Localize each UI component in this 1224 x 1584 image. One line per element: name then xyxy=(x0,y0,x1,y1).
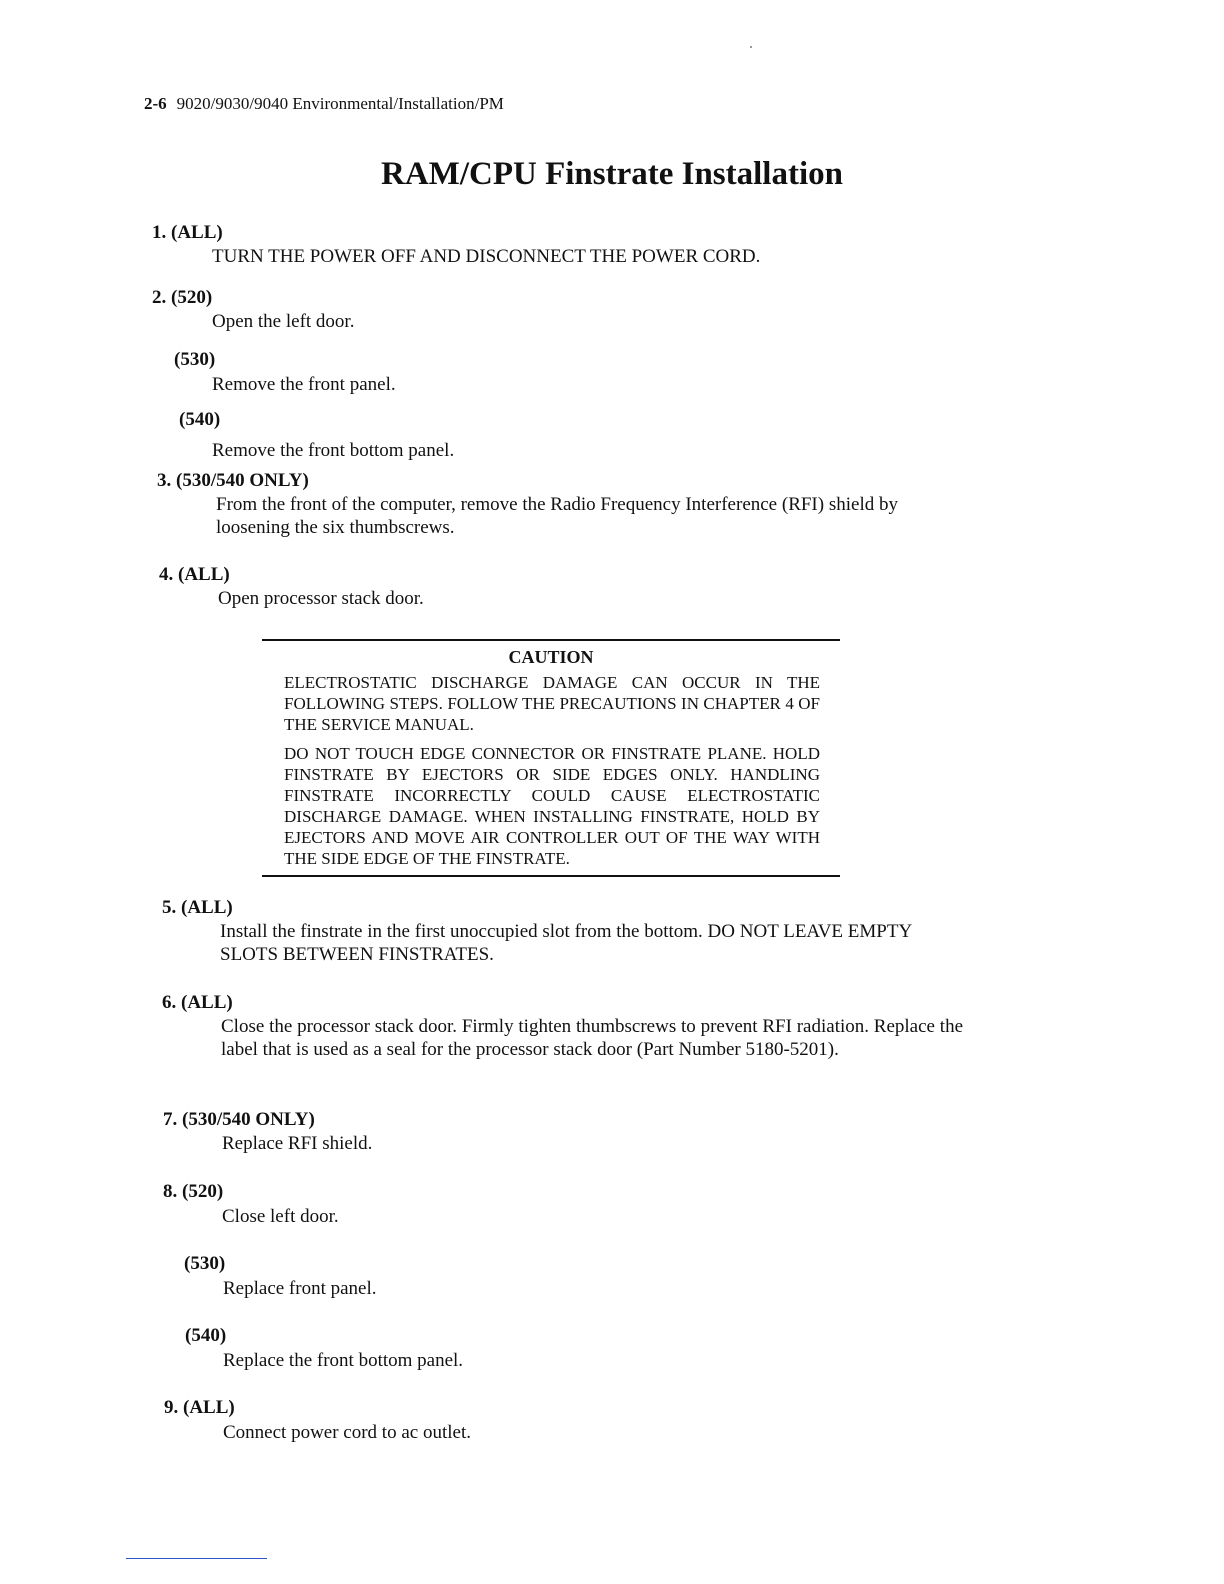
step-2-text: Open the left door. xyxy=(212,311,355,332)
step-8-540-text: Replace the front bottom panel. xyxy=(223,1350,464,1371)
step-1-label: 1. (ALL) xyxy=(152,222,223,243)
step-4-label: 4. (ALL) xyxy=(159,564,230,585)
step-9-label: 9. (ALL) xyxy=(164,1397,235,1418)
step-1-text: TURN THE POWER OFF AND DISCONNECT THE POWER CORD. xyxy=(212,246,761,267)
step-5-label: 5. (ALL) xyxy=(162,897,233,918)
caution-paragraph-1: ELECTROSTATIC DISCHARGE DAMAGE CAN OCCUR IN THE FOLLOWING STEPS. FOLLOW THE PRECAUTIONS IN CHAPTER 4 OF THE SERVICE MANUAL. xyxy=(284,673,820,734)
step-8-530-text: Replace front panel. xyxy=(223,1278,377,1299)
step-2-540-label: (540) xyxy=(179,409,221,430)
caution-heading: CAUTION xyxy=(508,647,594,667)
page-header xyxy=(144,94,504,114)
step-6-text: Close the processor stack door. Firmly tighten thumbscrews to prevent RFI radiation. Replace the label that is used as a seal for the processor stack door (Part Number 5180-5201). xyxy=(221,1016,963,1060)
step-8-530-label: (530) xyxy=(184,1253,226,1274)
step-9-text: Connect power cord to ac outlet. xyxy=(223,1422,471,1443)
page-title: RAM/CPU Finstrate Installation xyxy=(381,156,843,192)
step-7-text: Replace RFI shield. xyxy=(222,1133,373,1154)
step-4-text: Open processor stack door. xyxy=(218,588,424,609)
header-title: 9020/9030/9040 Environmental/Installation/PM xyxy=(176,94,504,113)
step-6-label: 6. (ALL) xyxy=(162,992,233,1013)
caution-paragraph-2: DO NOT TOUCH EDGE CONNECTOR OR FINSTRATE PLANE. HOLD FINSTRATE BY EJECTORS OR SIDE EDGES ONLY. HANDLING FINSTRATE INCORRECTLY COULD CAUSE ELECTROSTATIC DISCHARGE DAMAGE. WHEN INSTALLING FINSTRATE, HOLD BY EJECTORS AND MOVE AIR CONTROLLER OUT OF THE WAY WITH THE SIDE EDGE OF THE FINSTRATE. xyxy=(284,744,820,868)
page-number: 2-6 xyxy=(144,94,167,113)
step-2-530-label: (530) xyxy=(174,349,216,370)
caution-box xyxy=(262,639,840,877)
step-8-label: 8. (520) xyxy=(163,1181,224,1202)
step-2-label: 2. (520) xyxy=(152,287,213,308)
speck xyxy=(750,46,752,48)
footer-rule xyxy=(126,1558,267,1559)
step-8-text: Close left door. xyxy=(222,1206,339,1227)
step-3-label: 3. (530/540 ONLY) xyxy=(157,470,309,491)
step-7-label: 7. (530/540 ONLY) xyxy=(163,1109,315,1130)
step-3-text: From the front of the computer, remove the Radio Frequency Interference (RFI) shield by loosening the six thumbscrews. xyxy=(216,494,898,538)
step-2-540-text: Remove the front bottom panel. xyxy=(212,440,455,461)
step-5-text: Install the finstrate in the first unoccupied slot from the bottom. DO NOT LEAVE EMPTY SLOTS BETWEEN FINSTRATES. xyxy=(220,921,912,965)
step-8-540-label: (540) xyxy=(185,1325,227,1346)
step-2-530-text: Remove the front panel. xyxy=(212,374,396,395)
